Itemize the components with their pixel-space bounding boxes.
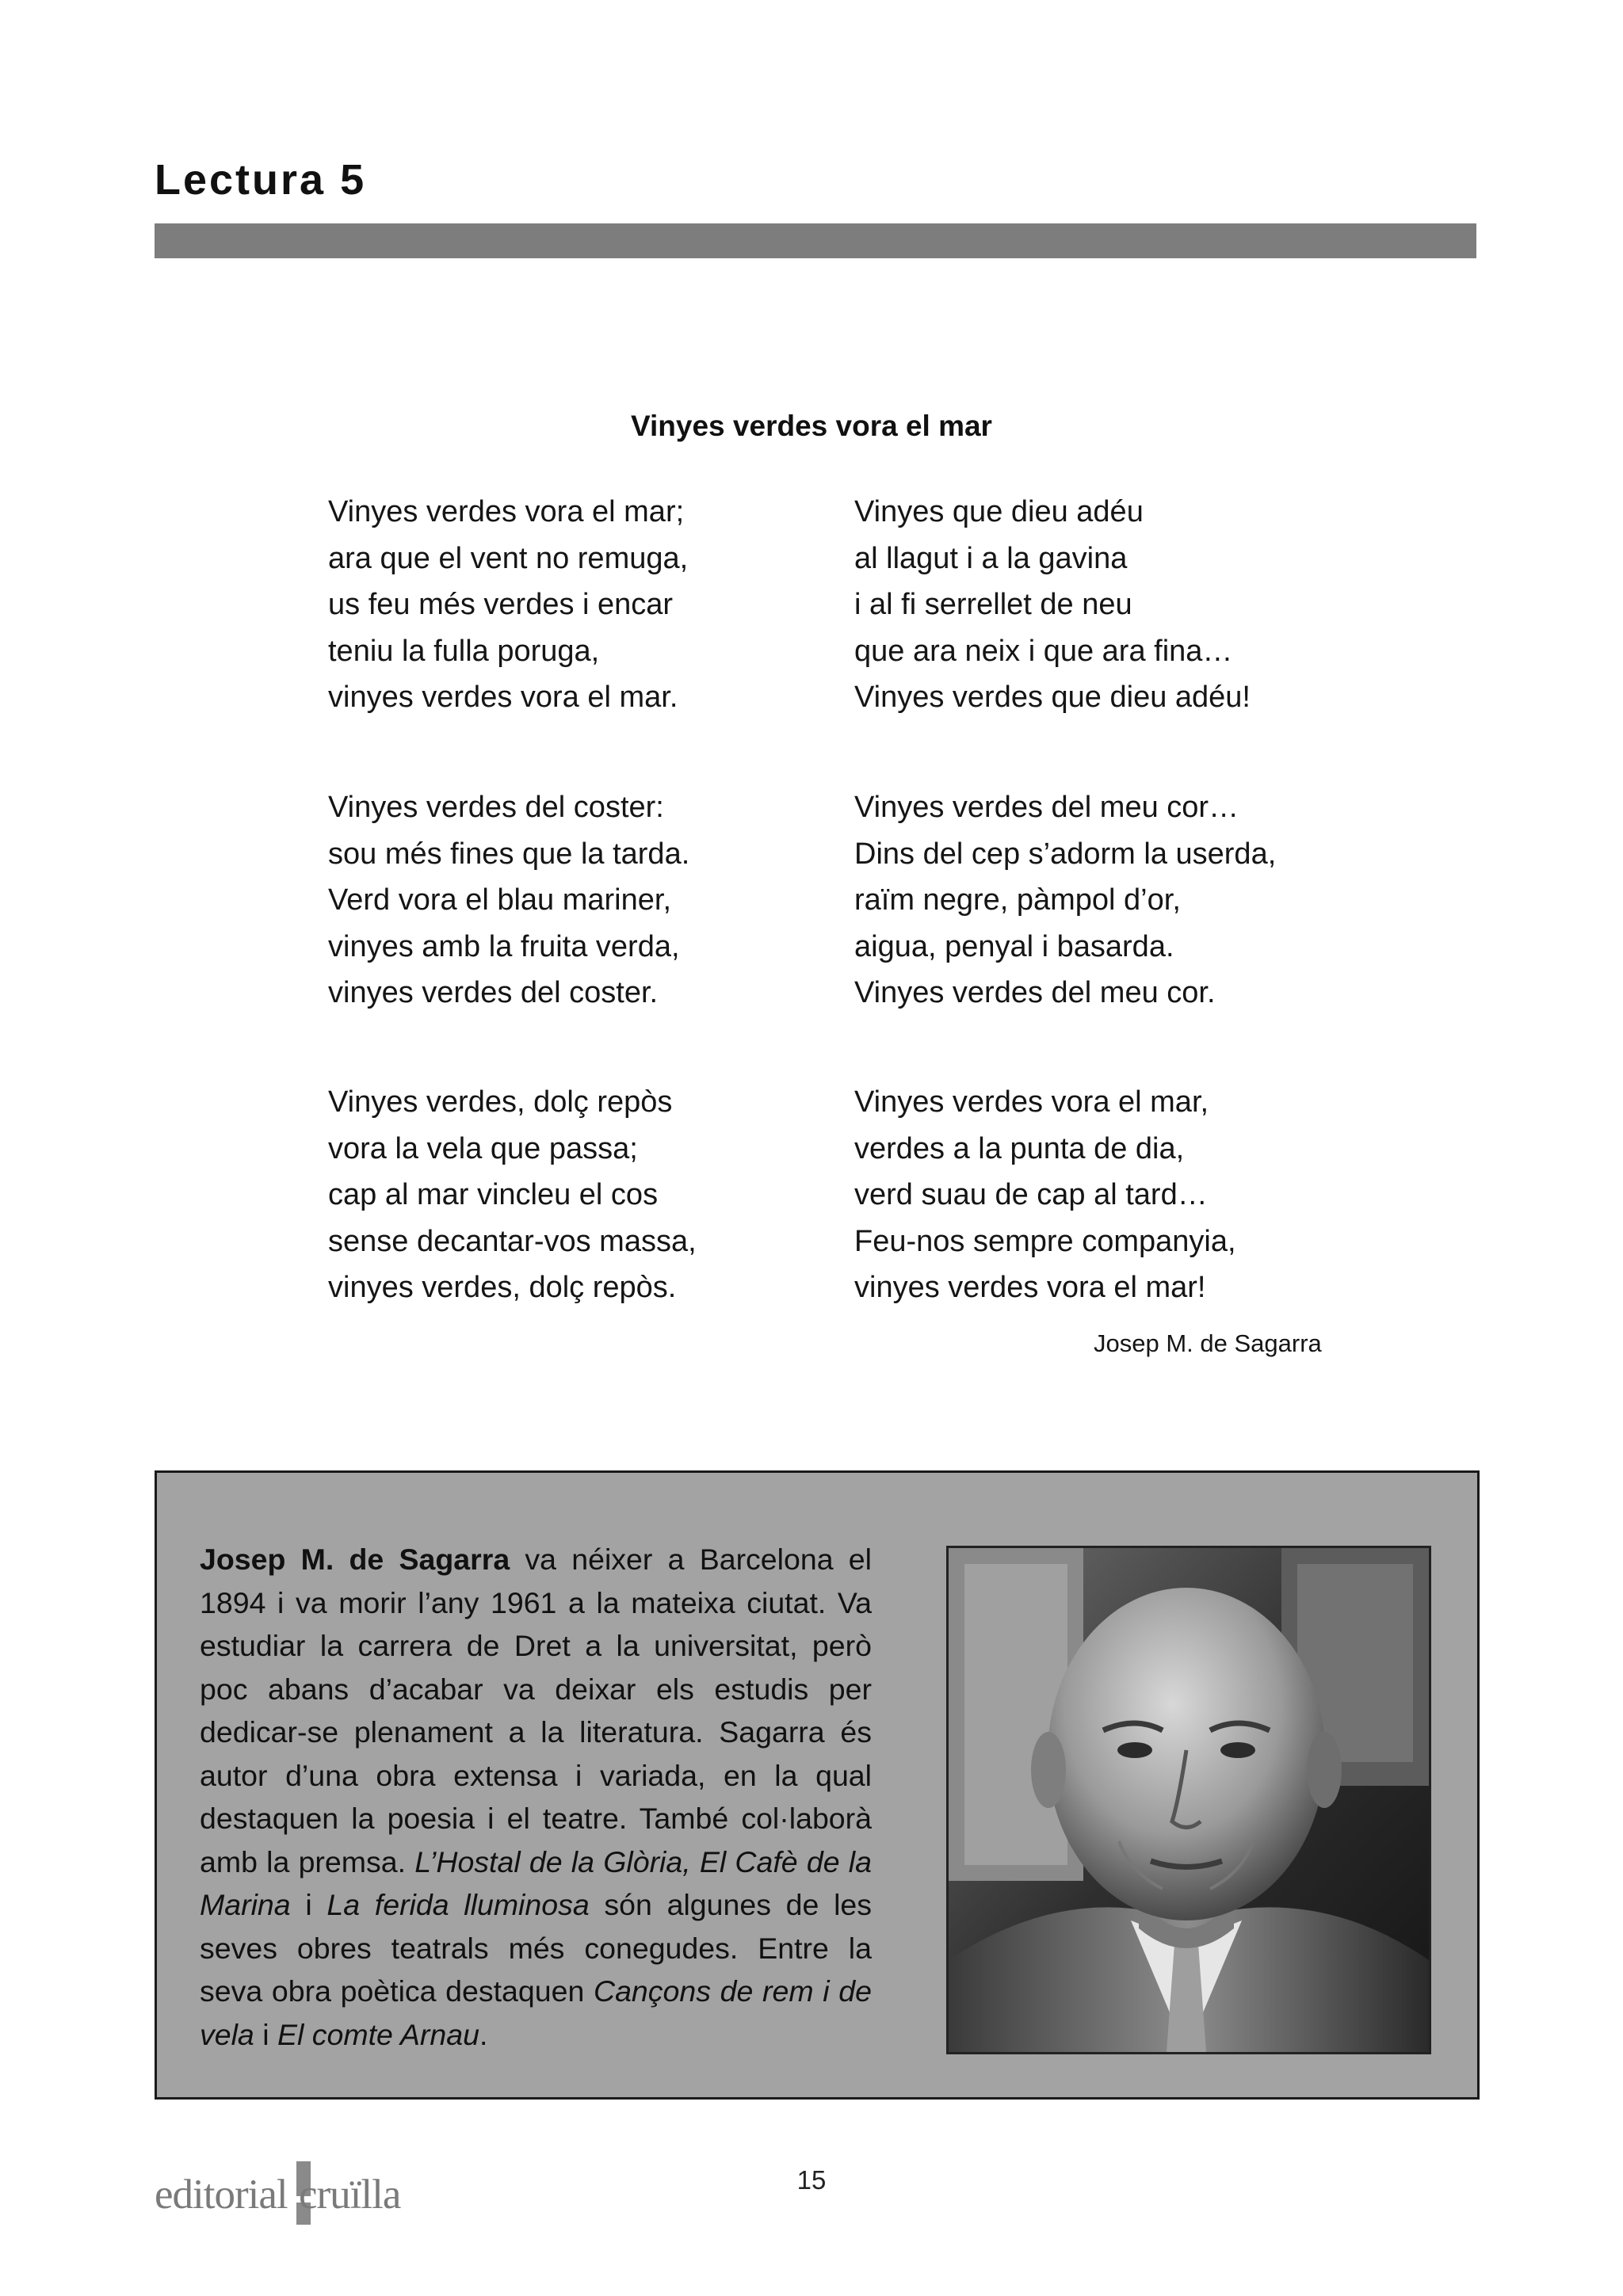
poem-line: Vinyes verdes del meu cor… [854,791,1239,824]
biography-segment: i [254,2017,277,2051]
poem-line: ara que el vent no remuga, [328,541,689,575]
poem-line: vinyes verdes, dolç repòs. [328,1271,677,1304]
poem-line: Vinyes verdes que dieu adéu! [854,681,1251,714]
poem-author: Josep M. de Sagarra [1094,1329,1322,1357]
poem-line: vinyes verdes del coster. [328,976,659,1009]
poem-line: raïm negre, pàmpol d’or, [854,883,1181,917]
poem-line: sou més fines que la tarda. [328,837,690,871]
work-title: Cançons de rem i de vela [200,1974,872,2051]
poem-line: Verd vora el blau mariner, [328,883,672,917]
biography-segment: són algunes de les seves obres teatrals més conegudes. Entre la seva obra poètica destaquen [200,1888,873,2008]
poem-line: Vinyes verdes vora el mar; [328,495,685,528]
poem-line: teniu la fulla poruga, [328,634,600,668]
poem-line: vinyes verdes vora el mar! [854,1271,1206,1304]
poem-line: Vinyes que dieu adéu [854,495,1144,528]
poem-line: sense decantar-vos massa, [328,1224,697,1258]
biography-segment: i [290,1888,327,1921]
poem-line: Vinyes verdes, dolç repòs [328,1085,673,1119]
poem-line: us feu més verdes i encar [328,588,674,621]
poem-line: Vinyes verdes del coster: [328,791,664,824]
poem-line: Vinyes verdes vora el mar, [854,1085,1209,1119]
biography-author-name: Josep M. de Sagarra [200,1543,510,1576]
page-title: Lectura 5 [155,156,367,204]
poem-stanza-6 [854,1079,1236,1311]
poem-line: Vinyes verdes del meu cor. [854,976,1216,1009]
poem-line: vora la vela que passa; [328,1131,638,1165]
author-biography-box [155,1470,1480,2100]
biography-text [200,1538,872,2056]
biography-segment: . [479,2017,488,2051]
title-divider-bar [155,223,1476,258]
poem-stanza-4 [854,784,1276,1016]
poem-line: aigua, penyal i basarda. [854,929,1174,963]
poem-stanza-5 [328,1079,697,1311]
poem-title: Vinyes verdes vora el mar [631,410,992,442]
poem-stanza-3 [328,784,689,1016]
poem-line: vinyes verdes vora el mar. [328,681,678,714]
work-title: La ferida lluminosa [327,1888,590,1921]
work-title: El comte Arnau [277,2017,479,2051]
page-number: 15 [796,2165,827,2195]
poem-line: Feu-nos sempre companyia, [854,1224,1236,1258]
poem-stanza-2 [854,489,1251,721]
author-portrait-photo [946,1546,1431,2054]
work-title: L’Hostal de la Glòria, El Cafè de la Marina [200,1844,872,1921]
poem-line: al llagut i a la gavina [854,541,1128,575]
poem-line: verdes a la punta de dia, [854,1131,1185,1165]
publisher-name-right: cruïlla [299,2172,401,2218]
poem-line: Dins del cep s’adorm la userda, [854,837,1277,871]
poem-stanza-1 [328,489,688,721]
poem-line: i al fi serrellet de neu [854,588,1132,621]
poem-line: cap al mar vincleu el cos [328,1178,659,1211]
publisher-name-left: editorial [155,2172,288,2218]
poem-line: verd suau de cap al tard… [854,1178,1208,1211]
biography-segment: va néixer a Barcelona el 1894 i va morir l’any 1961 a la mateixa ciutat. Va estudiar la carrera de Dret a la universitat, però poc abans d’acabar va deixar els estudis per dedicar-se plenament a la literatura. Sagarra és autor d’una obra extensa i variada, en la qual destaquen la poesia i el teatre. També col·laborà amb la premsa. [200,1543,872,1878]
poem-line: que ara neix i que ara fina… [854,634,1233,668]
poem-line: vinyes amb la fruita verda, [328,929,680,963]
